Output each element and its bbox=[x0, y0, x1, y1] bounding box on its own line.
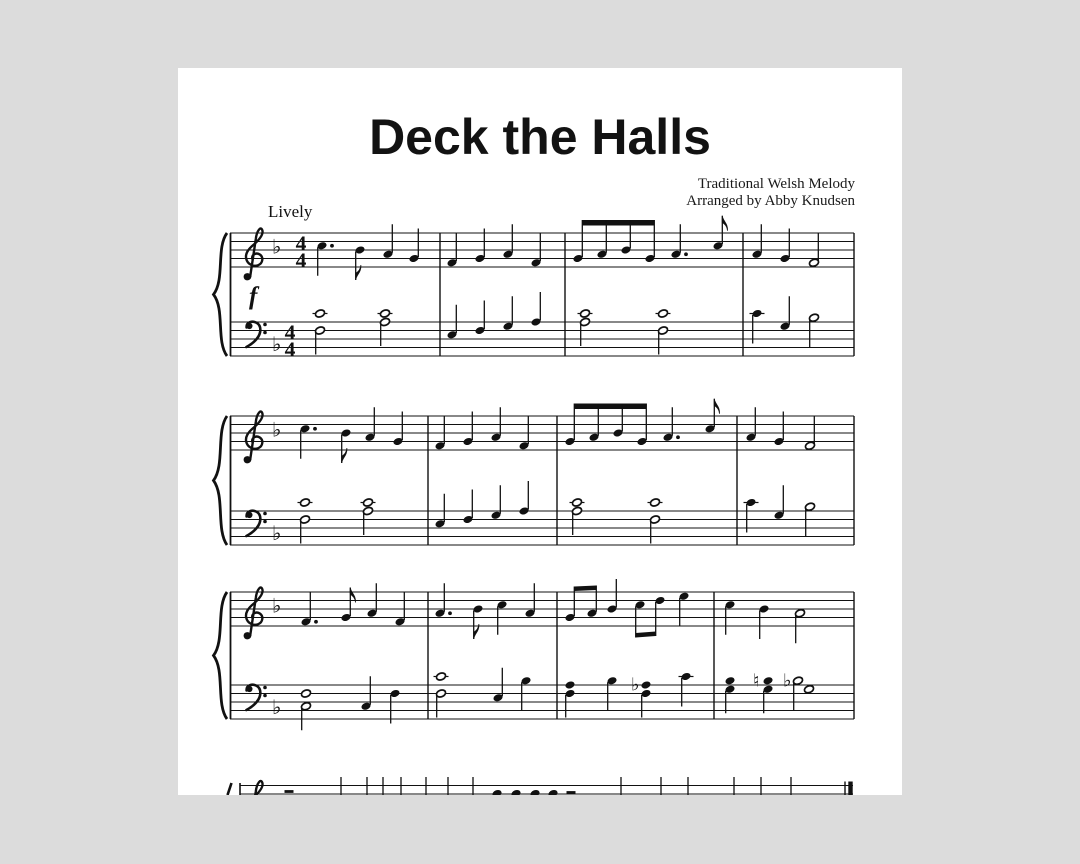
sheet-music-page bbox=[178, 68, 902, 795]
svg-text:♭: ♭ bbox=[631, 674, 640, 695]
svg-text:f: f bbox=[249, 283, 258, 310]
svg-text:♮: ♮ bbox=[753, 670, 760, 691]
svg-text:♭: ♭ bbox=[783, 670, 792, 691]
svg-text:4: 4 bbox=[295, 231, 307, 256]
svg-text:♭: ♭ bbox=[272, 236, 282, 259]
svg-text:♭: ♭ bbox=[272, 419, 282, 442]
svg-text:4: 4 bbox=[284, 337, 296, 362]
page-title: Deck the Halls bbox=[369, 109, 711, 165]
credit-line-arranger: Arranged by Abby Knudsen bbox=[686, 193, 855, 209]
credit-line-composer: Traditional Welsh Melody bbox=[697, 176, 855, 192]
svg-text:♭: ♭ bbox=[272, 697, 282, 719]
svg-text:♭: ♭ bbox=[272, 595, 282, 618]
svg-text:4: 4 bbox=[295, 248, 307, 273]
svg-text:Lively: Lively bbox=[268, 202, 313, 221]
svg-text:♭: ♭ bbox=[272, 523, 282, 545]
music-notation bbox=[178, 68, 902, 795]
svg-text:♭: ♭ bbox=[272, 334, 282, 356]
svg-text:4: 4 bbox=[284, 320, 296, 345]
